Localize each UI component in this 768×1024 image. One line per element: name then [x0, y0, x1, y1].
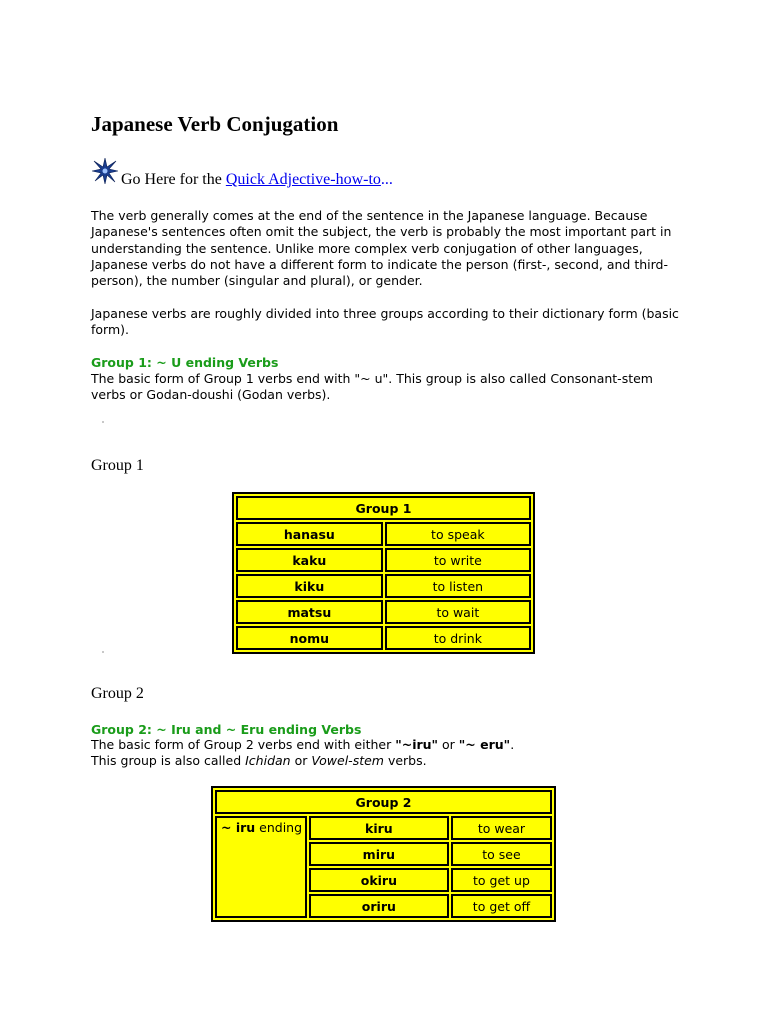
iru-label-rest: ending: [255, 820, 303, 835]
star-burst-icon: [92, 158, 118, 184]
table-row: [236, 574, 531, 598]
iru-ending-label: [215, 816, 307, 918]
meaning-cell: to drink: [385, 626, 531, 650]
verb-cell: kaku: [236, 548, 383, 572]
meaning-cell: to get up: [451, 868, 552, 892]
table-row: [236, 626, 531, 650]
group2-desc-text: or: [290, 753, 312, 769]
intro-paragraph: The verb generally comes at the end of the sentence in the Japanese language. Because Japanese's sentences often omit the subject, the verb is probably the most important part in understanding the sentence. Unlike more complex verb conjugation of other languages, Japanese verbs do not have a different form to indicate the person (first-, second, and third-person), the number (singular and plural), or gender.: [91, 208, 672, 289]
table-row: [236, 522, 531, 546]
iru-label-bold: ~ iru: [221, 820, 256, 835]
meaning-cell: to speak: [385, 522, 531, 546]
vowel-stem-text: Vowel-stem: [311, 753, 384, 769]
adjective-link-line: [121, 171, 393, 189]
table-row: [236, 548, 531, 572]
table-row: [236, 600, 531, 624]
table-row: [215, 816, 552, 840]
group2-table: [211, 786, 556, 922]
iru-ending-text: "~iru": [395, 737, 439, 752]
group2-desc-text: The basic form of Group 2 verbs end with either: [91, 737, 396, 752]
group2-desc-text: .: [510, 737, 515, 752]
group2-desc-text: verbs.: [383, 753, 427, 769]
group1-table: [232, 492, 535, 654]
group1-table-header: Group 1: [236, 496, 531, 520]
meaning-cell: to wait: [385, 600, 531, 624]
groups-paragraph: Japanese verbs are roughly divided into three groups according to their dictionary form (basic form).: [91, 306, 679, 338]
adjective-link[interactable]: Quick Adjective-how-to: [225, 171, 381, 188]
group2-section-heading: Group 2: [91, 685, 144, 702]
verb-cell: miru: [309, 842, 449, 866]
group2-desc-text: or: [438, 737, 459, 752]
verb-cell: okiru: [309, 868, 449, 892]
verb-cell: oriru: [309, 894, 449, 918]
ellipsis: ...: [380, 171, 393, 188]
verb-cell: kiru: [309, 816, 449, 840]
meaning-cell: to see: [451, 842, 552, 866]
page-title: Japanese Verb Conjugation: [91, 112, 339, 136]
go-here-text: Go Here for the: [121, 171, 226, 188]
verb-cell: nomu: [236, 626, 383, 650]
group2-table-header: Group 2: [215, 790, 552, 814]
group1-description: The basic form of Group 1 verbs end with "~ u". This group is also called Consonant-stem verbs or Godan-doushi (Godan verbs).: [91, 371, 653, 403]
group1-subheading: Group 1: ~ U ending Verbs: [91, 355, 279, 370]
eru-ending-text: "~ eru": [458, 737, 511, 752]
ichidan-text: Ichidan: [245, 753, 291, 769]
verb-cell: hanasu: [236, 522, 383, 546]
verb-cell: kiku: [236, 574, 383, 598]
group1-section-heading: Group 1: [91, 457, 144, 474]
group2-description: [91, 737, 691, 770]
meaning-cell: to wear: [451, 816, 552, 840]
meaning-cell: to listen: [385, 574, 531, 598]
meaning-cell: to write: [385, 548, 531, 572]
group2-subheading: Group 2: ~ Iru and ~ Eru ending Verbs: [91, 722, 362, 737]
decorative-dot: [102, 651, 104, 653]
verb-cell: matsu: [236, 600, 383, 624]
group2-desc-text: This group is also called: [91, 753, 246, 769]
decorative-dot: [102, 421, 104, 423]
meaning-cell: to get off: [451, 894, 552, 918]
